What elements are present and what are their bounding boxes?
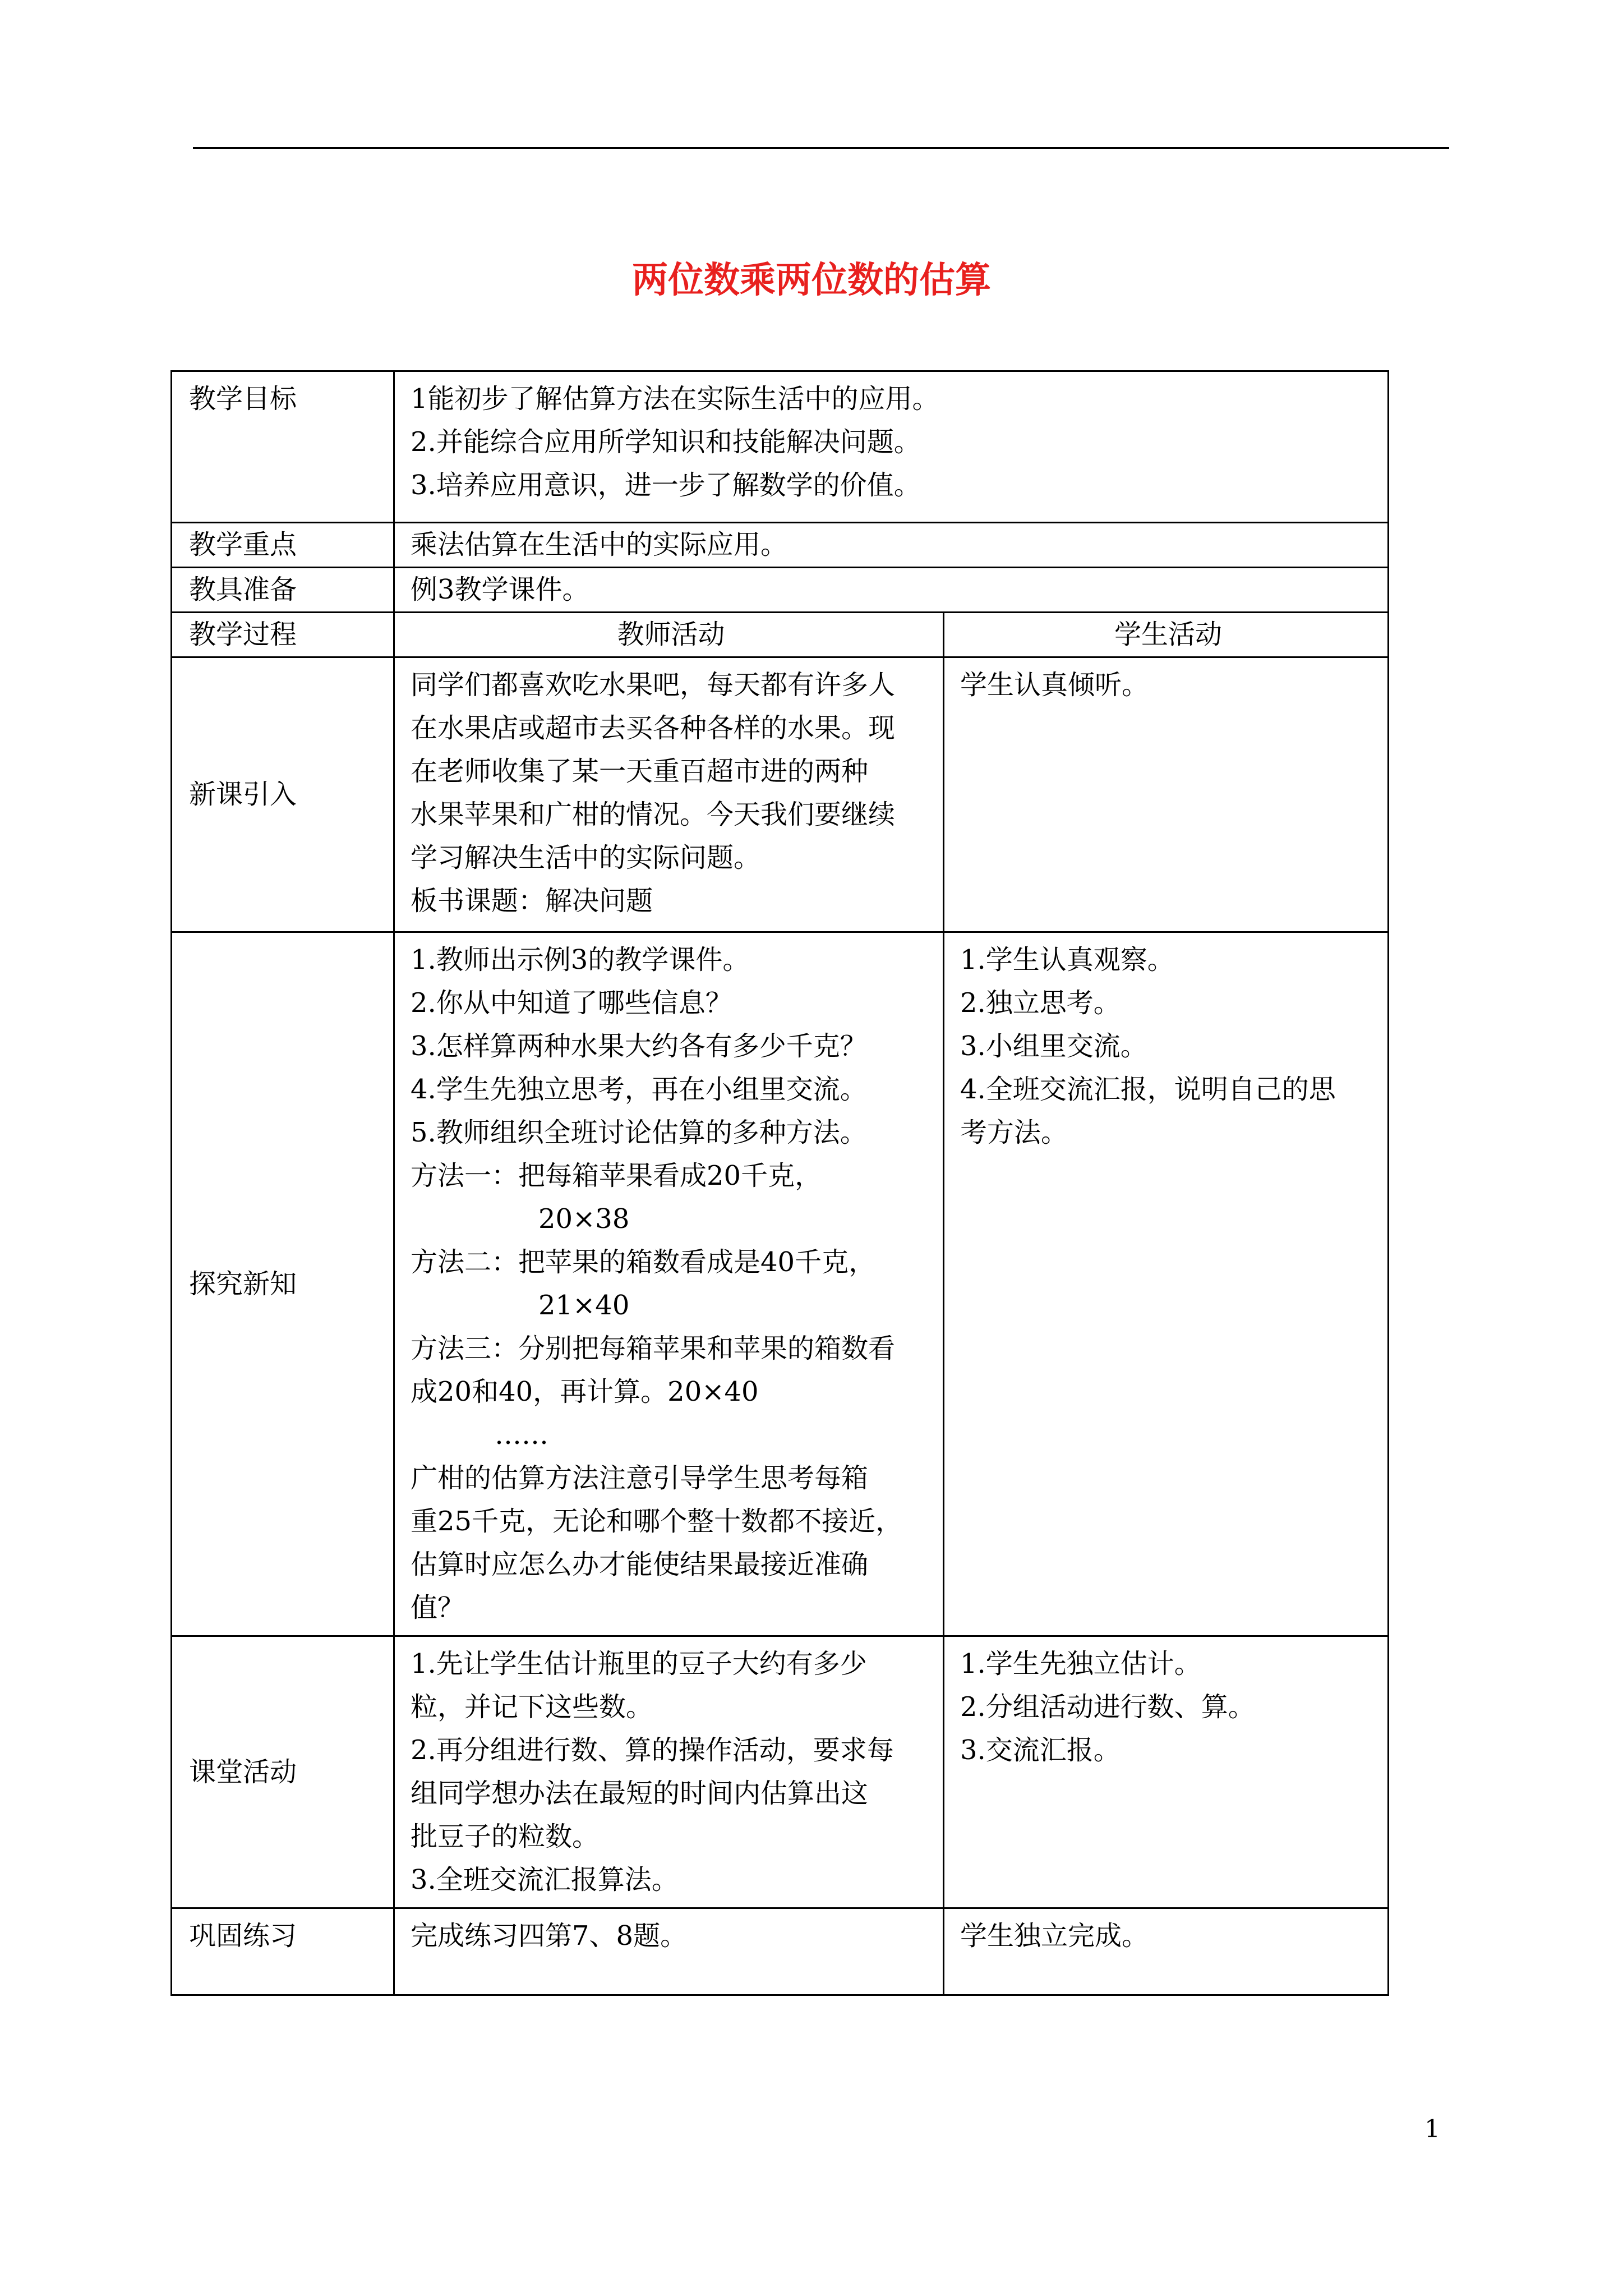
lesson-plan-table [170,370,1389,1996]
text-line: 在老师收集了某一天重百超市进的两种 [411,756,869,787]
label-tools: 教具准备 [172,568,394,613]
practice-student-cell: 学生独立完成。 [944,1908,1389,1995]
text-line: 2.你从中知道了哪些信息？ [411,987,732,1019]
label-focus: 教学重点 [172,523,394,568]
label-goals: 教学目标 [172,371,394,523]
method-two-calc: 21×40 [538,1290,630,1321]
method-three: 方法三：分别把每箱苹果和苹果的箱数看 [411,1333,896,1364]
label-activity: 课堂活动 [172,1636,394,1908]
row-process-header [172,613,1389,657]
row-intro [172,657,1389,932]
method-three-cont: 成20和40，再计算。20×40 [411,1376,759,1407]
method-two: 方法二：把苹果的箱数看成是40千克， [411,1246,876,1278]
row-tools [172,568,1389,613]
ellipsis: …… [495,1419,548,1451]
goals-cell [394,371,1389,523]
text-line: 组同学想办法在最短的时间内估算出这 [411,1778,869,1809]
tools-cell: 例3教学课件。 [394,568,1389,613]
text-line: 3.怎样算两种水果大约各有多少千克？ [411,1030,867,1062]
method-one-calc: 20×38 [538,1203,630,1235]
page-number: 1 [1424,2115,1440,2143]
text-line: 学习解决生活中的实际问题。 [411,842,761,873]
label-intro: 新课引入 [172,657,394,932]
intro-teacher-cell [394,657,944,932]
row-activity [172,1636,1389,1908]
text-line: 板书课题：解决问题 [411,885,653,917]
text-line: 学生认真倾听。 [960,669,1149,701]
text-line: 重25千克，无论和哪个整十数都不接近， [411,1506,903,1537]
focus-cell: 乘法估算在生活中的实际应用。 [394,523,1389,568]
practice-teacher-cell: 完成练习四第7、8题。 [394,1908,944,1995]
text-line: 5.教师组织全班讨论估算的多种方法。 [411,1117,867,1148]
goal-item: 1能初步了解估算方法在实际生活中的应用。 [411,383,939,415]
text-line: 1.教师出示例3的教学课件。 [411,944,750,976]
text-line: 在水果店或超市去买各种各样的水果。现 [411,712,896,744]
text-line: 3.交流汇报。 [960,1734,1121,1766]
row-explore [172,932,1389,1636]
row-goals [172,371,1389,523]
explore-teacher-cell [394,932,944,1636]
text-line: 考方法。 [960,1117,1068,1148]
goal-item: 3.培养应用意识，进一步了解数学的价值。 [411,470,921,501]
text-line: 1.先让学生估计瓶里的豆子大约有多少 [411,1648,867,1680]
text-line: 值？ [411,1592,465,1623]
text-line: 2.再分组进行数、算的操作活动，要求每 [411,1734,894,1766]
activity-teacher-cell [394,1636,944,1908]
method-one: 方法一：把每箱苹果看成20千克， [411,1160,822,1191]
text-line: 估算时应怎么办才能使结果最接近准确 [411,1549,869,1580]
label-explore: 探究新知 [172,932,394,1636]
text-line: 水果苹果和广柑的情况。今天我们要继续 [411,799,896,830]
header-rule [193,147,1449,149]
label-process: 教学过程 [172,613,394,657]
text-line: 粒，并记下这些数。 [411,1691,653,1723]
text-line: 4.全班交流汇报，说明自己的思 [960,1074,1336,1105]
text-line: 1.学生认真观察。 [960,944,1174,976]
text-line: 同学们都喜欢吃水果吧，每天都有许多人 [411,669,896,701]
text-line: 3.小组里交流。 [960,1030,1147,1062]
row-focus [172,523,1389,568]
text-line: 3.全班交流汇报算法。 [411,1864,679,1895]
text-line: 2.分组活动进行数、算。 [960,1691,1255,1723]
student-activity-header: 学生活动 [944,613,1389,657]
activity-student-cell [944,1636,1389,1908]
explore-student-cell [944,932,1389,1636]
page-title: 两位数乘两位数的估算 [632,259,991,301]
text-line: 广柑的估算方法注意引导学生思考每箱 [411,1462,869,1494]
intro-student-cell [944,657,1389,932]
teacher-activity-header: 教师活动 [394,613,944,657]
label-practice: 巩固练习 [172,1908,394,1995]
text-line: 2.独立思考。 [960,987,1121,1019]
text-line: 4.学生先独立思考，再在小组里交流。 [411,1074,867,1105]
goal-item: 2.并能综合应用所学知识和技能解决问题。 [411,426,921,458]
text-line: 1.学生先独立估计。 [960,1648,1201,1680]
text-line: 批豆子的粒数。 [411,1821,600,1852]
row-practice [172,1908,1389,1995]
